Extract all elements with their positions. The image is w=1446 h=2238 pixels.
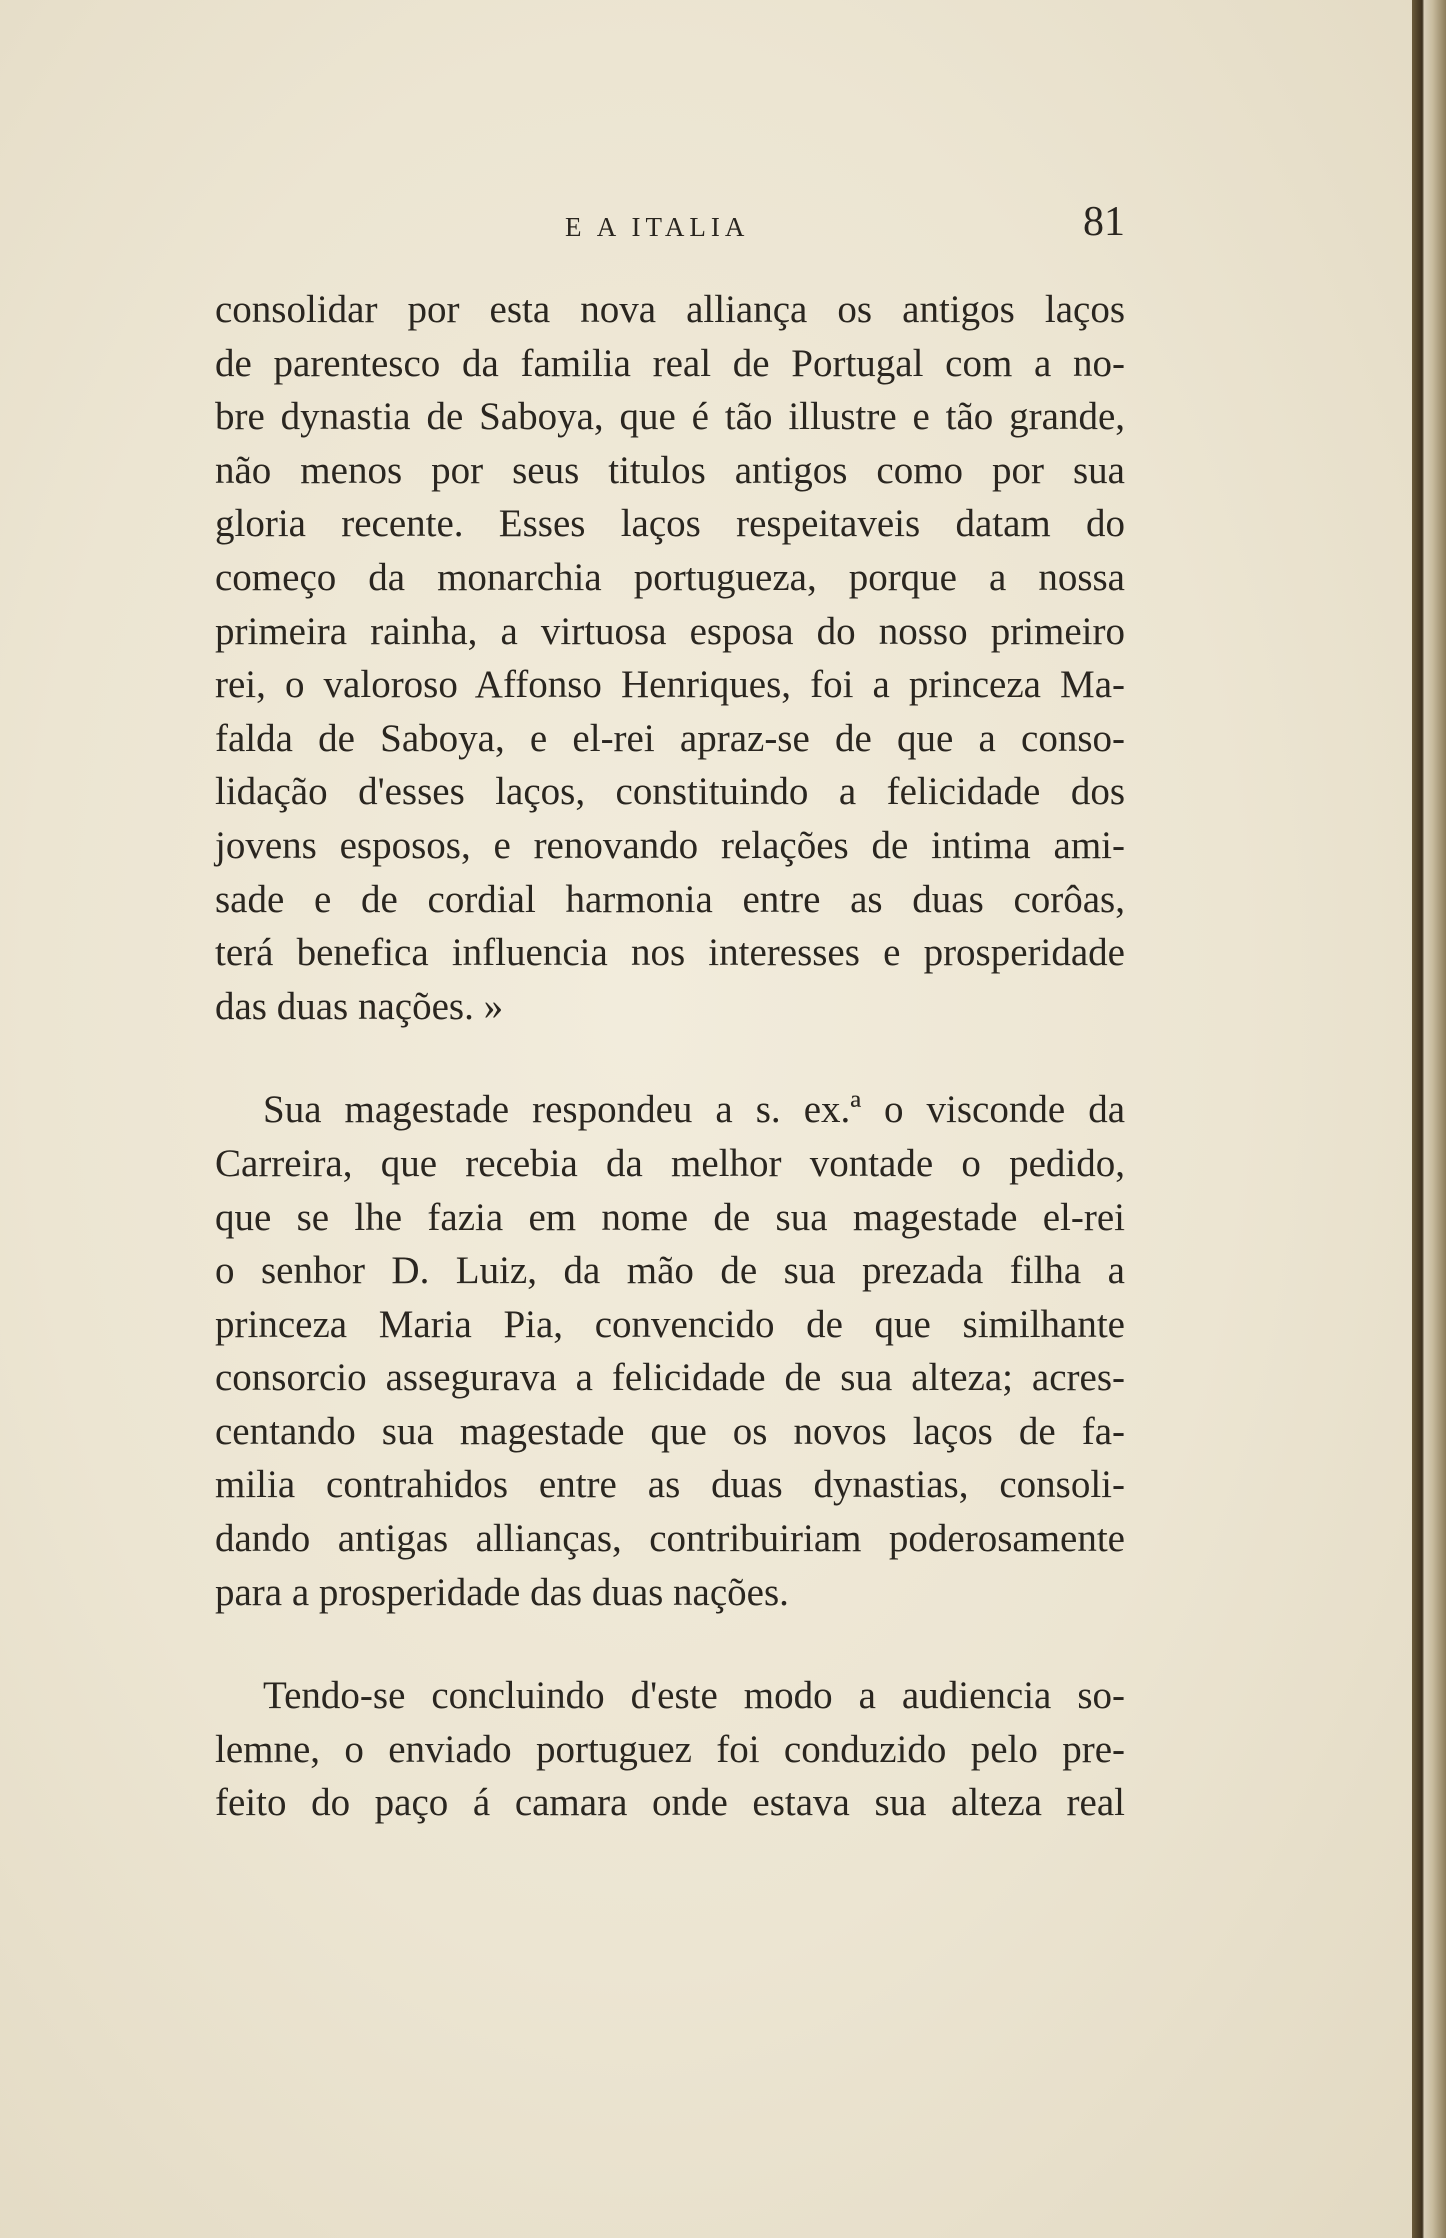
body-text bbox=[215, 283, 1125, 1830]
paragraph-gap bbox=[215, 1619, 1125, 1669]
text-line: o senhor D. Luiz, da mão de sua prezada filha a bbox=[215, 1249, 1125, 1293]
text-line: dando antigas allianças, contribuiriam poderosamente bbox=[215, 1517, 1125, 1561]
text-line: terá benefica influencia nos interesses e prosperidade bbox=[215, 931, 1125, 975]
text-line: lemne, o enviado portuguez foi conduzido pelo pre- bbox=[215, 1727, 1125, 1771]
text-line: falda de Saboya, e el-rei apraz-se de que a conso- bbox=[215, 716, 1125, 760]
text-line: gloria recente. Esses laços respeitaveis datam do bbox=[215, 502, 1125, 546]
paragraph bbox=[215, 1083, 1125, 1619]
text-line: jovens esposos, e renovando relações de intima ami- bbox=[215, 823, 1125, 867]
page-edge bbox=[1412, 0, 1446, 2238]
text-line: Sua magestade respondeu a s. ex.ª o visconde da bbox=[263, 1088, 1125, 1132]
text-line: consolidar por esta nova alliança os antigos laços bbox=[215, 288, 1125, 331]
text-line: bre dynastia de Saboya, que é tão illustre e tão grande, bbox=[215, 395, 1125, 439]
page-header bbox=[215, 198, 1125, 248]
text-line: rei, o valoroso Affonso Henriques, foi a princeza Ma- bbox=[215, 663, 1125, 707]
text-line: feito do paço á camara onde estava sua alteza real bbox=[215, 1781, 1125, 1825]
text-line: das duas nações. » bbox=[215, 984, 504, 1028]
text-line: começo da monarchia portugueza, porque a nossa bbox=[215, 555, 1125, 599]
text-line: Carreira, que recebia da melhor vontade o pedido, bbox=[215, 1141, 1125, 1185]
paragraph bbox=[215, 283, 1125, 1033]
paragraph-gap bbox=[215, 1033, 1125, 1083]
text-line: para a prosperidade das duas nações. bbox=[215, 1570, 789, 1614]
text-line: primeira rainha, a virtuosa esposa do nosso primeiro bbox=[215, 609, 1125, 653]
text-line: Tendo-se concluindo d'este modo a audiencia so- bbox=[263, 1674, 1125, 1718]
text-line: de parentesco da familia real de Portugal com a no- bbox=[215, 341, 1125, 385]
text-line: centando sua magestade que os novos laços de fa- bbox=[215, 1409, 1125, 1453]
page-number: 81 bbox=[1083, 199, 1125, 245]
text-line: princeza Maria Pia, convencido de que similhante bbox=[215, 1302, 1125, 1346]
running-head: E A ITALIA bbox=[565, 212, 750, 242]
text-line: que se lhe fazia em nome de sua magestade el-rei bbox=[215, 1195, 1125, 1239]
text-line: consorcio assegurava a felicidade de sua alteza; acres- bbox=[215, 1356, 1125, 1400]
paragraph bbox=[215, 1669, 1125, 1830]
text-line: não menos por seus titulos antigos como por sua bbox=[215, 448, 1125, 492]
text-line: milia contrahidos entre as duas dynastias, consoli- bbox=[215, 1463, 1125, 1507]
text-line: lidação d'esses laços, constituindo a felicidade dos bbox=[215, 770, 1125, 814]
text-line: sade e de cordial harmonia entre as duas corôas, bbox=[215, 877, 1125, 921]
